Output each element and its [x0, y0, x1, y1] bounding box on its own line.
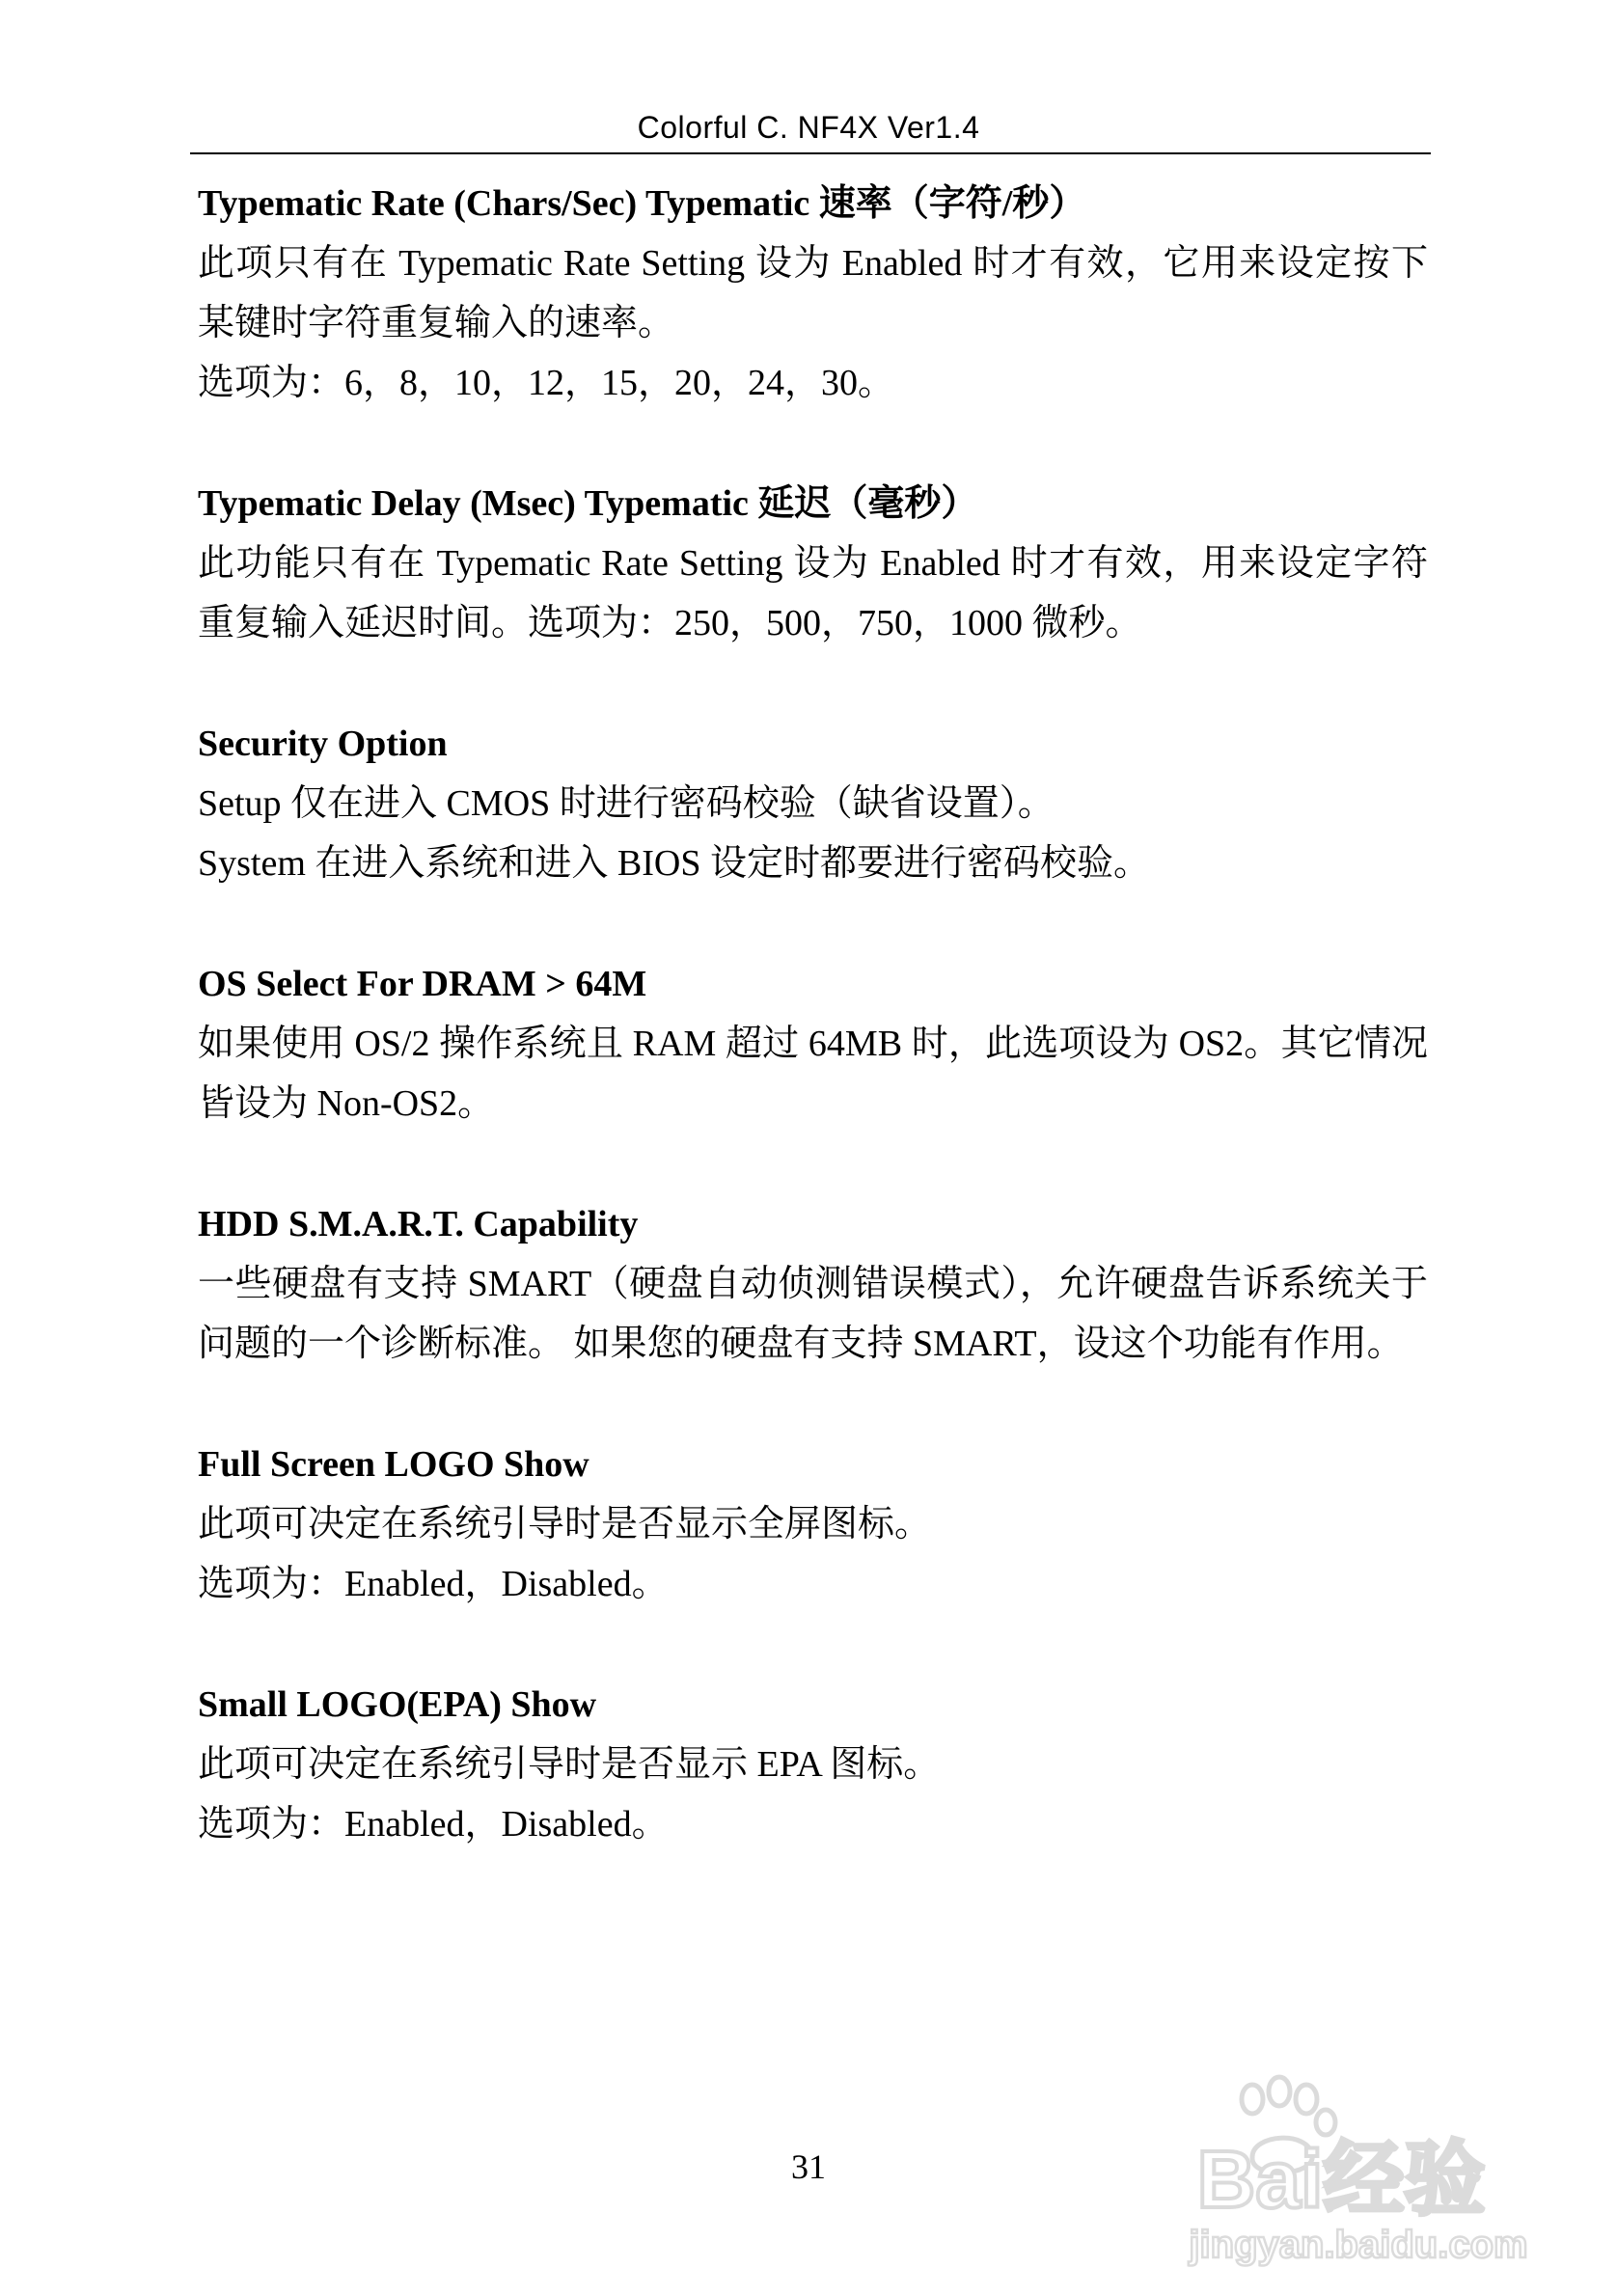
section-os-select	[198, 954, 1428, 1134]
baidu-logo-watermark	[1138, 2053, 1544, 2275]
paragraph: 选项为：Enabled，Disabled。	[198, 1564, 669, 1604]
section-title: Small LOGO(EPA) Show	[198, 1684, 597, 1725]
section-title: Typematic Rate (Chars/Sec) Typematic 速率（字符/秒）	[198, 183, 1086, 224]
document-body	[198, 174, 1428, 1915]
paragraph: 如果使用 OS/2 操作系统且 RAM 超过 64MB 时，此选项设为 OS2。其它情况皆设为 Non-OS2。	[198, 1024, 1428, 1124]
section-small-logo	[198, 1675, 1428, 1854]
section-title: Typematic Delay (Msec) Typematic 延迟（毫秒）	[198, 483, 978, 524]
paragraph: 选项为：Enabled，Disabled。	[198, 1804, 669, 1845]
paragraph: 此项可决定在系统引导时是否显示全屏图标。	[198, 1504, 932, 1544]
paragraph: 选项为：6，8，10，12，15，20，24，30。	[198, 363, 895, 403]
section-security-option	[198, 714, 1428, 893]
section-full-screen-logo	[198, 1435, 1428, 1614]
page-number: 31	[791, 2147, 826, 2186]
section-hdd-smart	[198, 1194, 1428, 1374]
section-title: HDD S.M.A.R.T. Capability	[198, 1204, 639, 1244]
section-title: Security Option	[198, 724, 448, 764]
section-typematic-delay	[198, 474, 1428, 653]
paragraph: System 在进入系统和进入 BIOS 设定时都要进行密码校验。	[198, 843, 1150, 884]
watermark-url: jingyan.baidu.com	[1189, 2224, 1528, 2266]
baidu-watermark	[1138, 2053, 1544, 2275]
paragraph: 一些硬盘有支持 SMART（硬盘自动侦测错误模式），允许硬盘告诉系统关于问题的一个诊断标准。 如果您的硬盘有支持 SMART，设这个功能有作用。	[198, 1264, 1428, 1364]
paragraph: Setup 仅在进入 CMOS 时进行密码校验（缺省设置）。	[198, 783, 1055, 824]
paragraph: 此项可决定在系统引导时是否显示 EPA 图标。	[198, 1744, 941, 1785]
header-divider	[190, 152, 1431, 154]
section-title: OS Select For DRAM > 64M	[198, 964, 647, 1004]
section-title: Full Screen LOGO Show	[198, 1444, 589, 1485]
section-typematic-rate	[198, 174, 1428, 413]
watermark-brand: Bai经验	[1196, 2134, 1486, 2225]
running-header: Colorful C. NF4X Ver1.4	[637, 110, 980, 145]
paragraph: 此功能只有在 Typematic Rate Setting 设为 Enabled 时才有效，用来设定字符重复输入延迟时间。选项为：250，500，750，1000 微秒。	[198, 543, 1428, 643]
paragraph: 此项只有在 Typematic Rate Setting 设为 Enabled 时才有效，它用来设定按下某键时字符重复输入的速率。	[198, 243, 1428, 343]
